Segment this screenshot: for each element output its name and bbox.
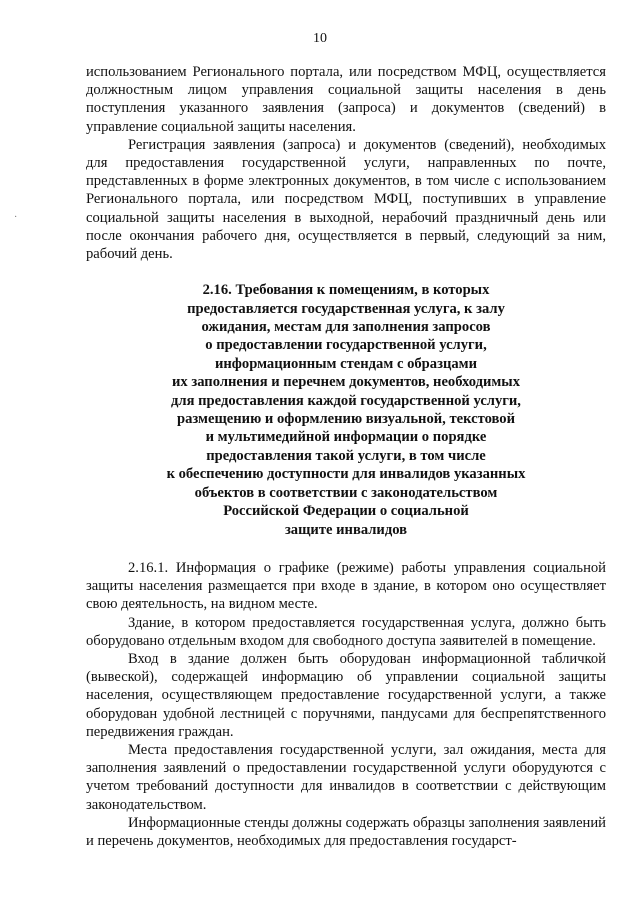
heading-line: к обеспечению доступности для инвалидов указанных: [166, 466, 526, 483]
heading-line: предоставляется государственная услуга, к залу: [187, 300, 505, 317]
heading-line: информационным стендам с образцами: [214, 355, 477, 372]
heading-line: размещению и оформлению визуальной, текстовой: [176, 411, 516, 428]
page-number: 10: [313, 31, 327, 46]
paragraph-2-16-1: 2.16.1. Информация о графике (режиме) работы управления социальной защиты населения размещается при входе в здание, в котором оно осуществляет свою деятельность, на видном месте.: [86, 559, 606, 613]
paragraph-registration: Регистрация заявления (запроса) и документов (сведений), необходимых для предоставления государственной услуги, направленных по почте, представленных в форме электронных документов, в том числе с использованием Регионального портала, или посредством МФЦ, поступивших в управление социальной защиты населения в выходной, нерабочий праздничный день или после окончания рабочего дня, осуществляется в первый, следующий за ним, рабочий день.: [86, 136, 606, 263]
heading-line: объектов в соответствии с законодательством: [194, 484, 498, 501]
section-heading: [86, 281, 606, 539]
heading-line: защите инвалидов: [284, 521, 408, 538]
paragraph-waiting-areas: Места предоставления государственной услуги, зал ожидания, места для заполнения заявлений о предоставлении государственной услуги оборудуются с учетом требований доступности для инвалидов в соответствии с действующим законодательством.: [86, 741, 606, 813]
paragraph-building-entrance: Здание, в котором предоставляется государственная услуга, должно быть оборудовано отдельным входом для свободного доступа заявителей в помещение.: [86, 614, 606, 649]
heading-line: предоставления такой услуги, в том числе: [206, 447, 486, 464]
heading-line: их заполнения и перечнем документов, необходимых: [171, 374, 520, 391]
paragraph-continued: использованием Регионального портала, или посредством МФЦ, осуществляется должностным лицом управления социальной защиты населения в день поступления указанного заявления (запроса) и документов (сведений) в управление социальной защиты населения.: [86, 64, 606, 135]
paragraph-info-stands: Информационные стенды должны содержать образцы заполнения заявлений и перечень документов, необходимых для предоставления государст-: [86, 814, 606, 849]
heading-line: 2.16. Требования к помещениям, в которых: [202, 282, 490, 299]
heading-line: ожидания, местам для заполнения запросов: [201, 319, 491, 336]
heading-line: Российской Федерации о социальной: [223, 503, 469, 520]
heading-line: для предоставления каждой государственной услуги,: [171, 392, 521, 409]
paragraph-entrance-sign: Вход в здание должен быть оборудован информационной табличкой (вывеской), содержащей информацию об управлении социальной защиты населения, осуществляющем предоставление государственной услуги, а также оборудован удобной лестницей с поручнями, пандусами для беспрепятственного передвижения граждан.: [86, 650, 606, 740]
document-body: [86, 63, 606, 850]
heading-line: о предоставлении государственной услуги,: [205, 337, 487, 354]
heading-line: и мультимедийной информации о порядке: [205, 429, 487, 446]
margin-mark: ·: [14, 212, 18, 223]
